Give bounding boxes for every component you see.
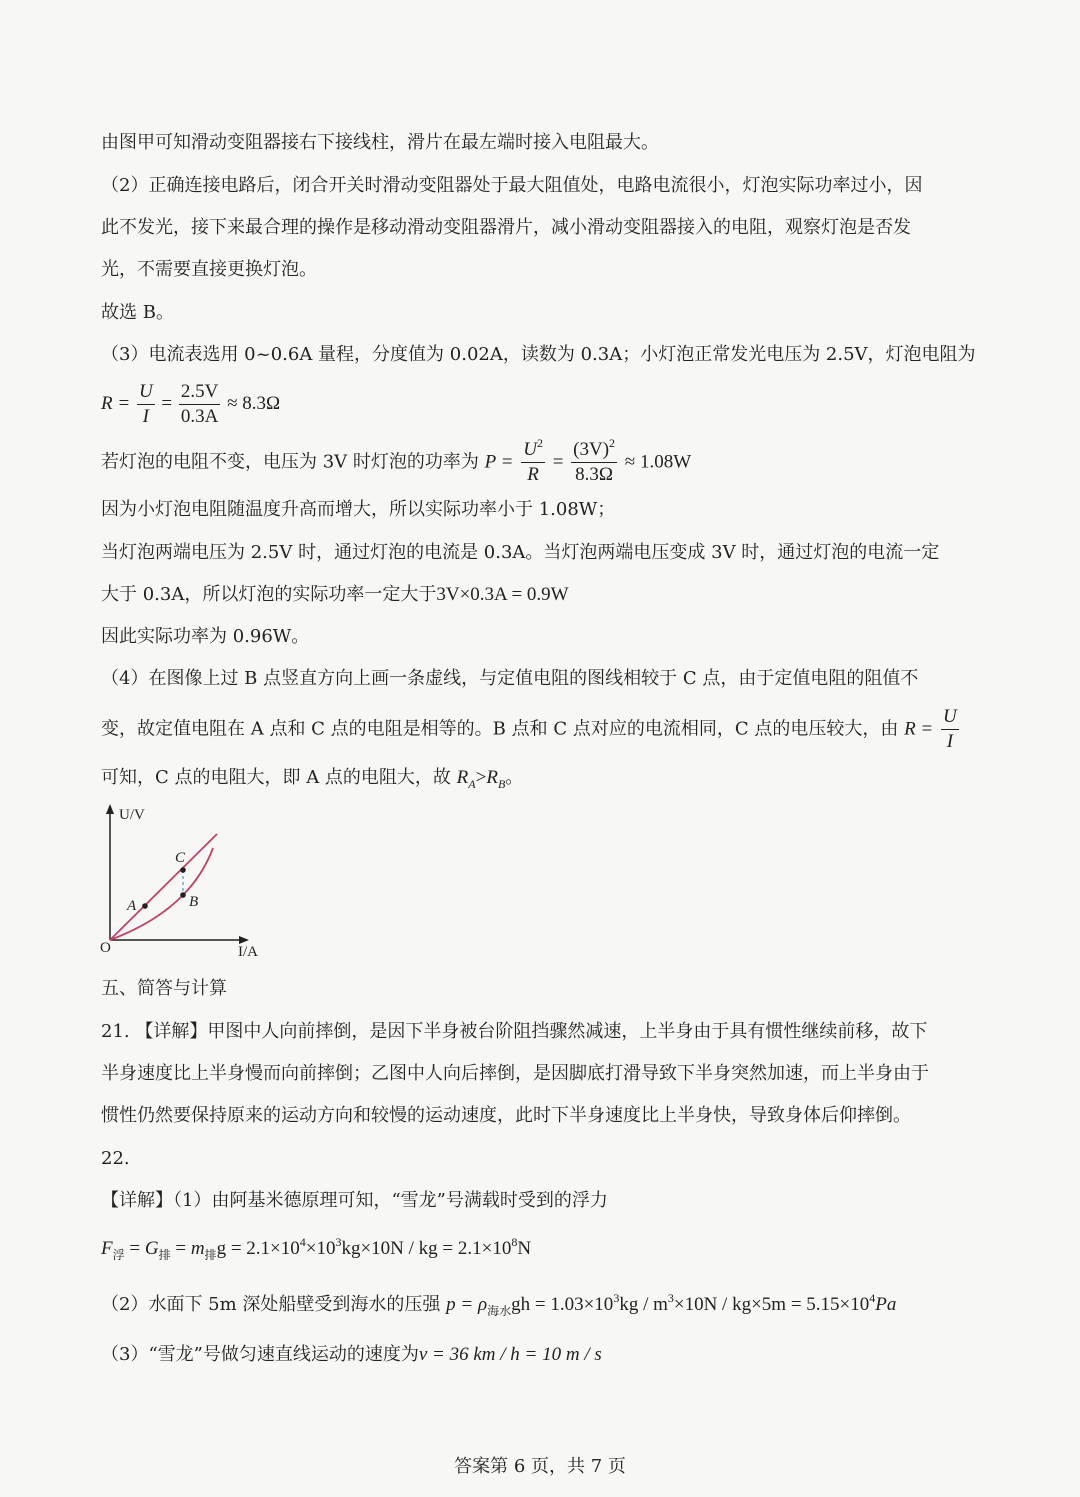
point-b [180, 892, 186, 898]
velocity-line: （3）“雪龙”号做匀速直线运动的速度为v = 36 km / h = 10 m / s [101, 1344, 602, 1365]
point-c-label: C [175, 850, 186, 866]
text-line: 惯性仍然要保持原来的运动方向和较慢的运动速度，此时下半身速度比上半身快，导致身体后仰摔倒。 [101, 1105, 911, 1126]
text-line: 大于 0.3A，所以灯泡的实际功率一定大于3V×0.3A = 0.9W [101, 584, 569, 605]
text-line: 21. 【详解】甲图中人向前摔倒，是因下半身被台阶阻挡骤然减速，上半身由于具有惯性继续前移，故下 [101, 1021, 928, 1042]
point-b-label: B [189, 894, 199, 910]
question-number: 22. [101, 1148, 130, 1169]
point-a-label: A [127, 898, 137, 914]
power-formula-line: 若灯泡的电阻不变，电压为 3V 时灯泡的功率为 P = $\frac{U^2}{R}$ = $\frac{(3V)^2}{8.3\Omega}$ ≈ 1.08W [101, 436, 692, 485]
text-line: 此不发光，接下来最合理的操作是移动滑动变阻器滑片，减小滑动变阻器接入的电阻，观察灯泡是否发 [101, 217, 911, 238]
text-line: 故选 B。 [101, 302, 174, 323]
y-axis-arrow-icon [106, 804, 114, 814]
text-line: （2）正确连接电路后，闭合开关时滑动变阻器处于最大阻值处，电路电流很小，灯泡实际功率过小，因 [101, 175, 923, 196]
fixed-resistor-line [110, 834, 217, 940]
page-footer: 答案第 6 页，共 7 页 [454, 1456, 626, 1477]
text-line: 因为小灯泡电阻随温度升高而增大，所以实际功率小于 1.08W； [101, 499, 616, 520]
text-line: 因此实际功率为 0.96W。 [101, 626, 310, 647]
text-line: 【详解】（1）由阿基米德原理可知，“雪龙”号满载时受到的浮力 [101, 1190, 608, 1211]
x-axis-arrow-icon [239, 936, 249, 944]
y-axis-label: U/V [119, 807, 145, 823]
text-line: 可知，C 点的电阻大，即 A 点的电阻大，故 $R_A>R_B$。 [101, 767, 524, 791]
point-c [180, 867, 186, 873]
text-line: （3）电流表选用 0~0.6A 量程，分度值为 0.02A，读数为 0.3A；小灯泡正常发光电压为 2.5V，灯泡电阻为 [101, 344, 976, 365]
pressure-line: （2）水面下 5m 深处船壁受到海水的压强 $p = \rho_{海水}gh = 1.03\times 10^3kg / m^3\times 10N / kg\times 5m = 5.15\times 10^4Pa$ [101, 1291, 897, 1318]
text-line: 半身速度比上半身慢而向前摔倒；乙图中人向后摔倒，是因脚底打滑导致下半身突然加速，而上半身由于 [101, 1063, 929, 1084]
ui-graph [95, 800, 270, 965]
x-axis-label: I/A [238, 944, 258, 960]
point-a [142, 903, 148, 909]
text-line: 光，不需要直接更换灯泡。 [101, 259, 317, 280]
section-heading: 五、简答与计算 [101, 978, 227, 999]
text-line: 由图甲可知滑动变阻器接右下接线柱，滑片在最左端时接入电阻最大。 [101, 132, 659, 153]
text-line: 当灯泡两端电压为 2.5V 时，通过灯泡的电流是 0.3A。当灯泡两端电压变成 3V 时，通过灯泡的电流一定 [101, 542, 940, 563]
origin-label: O [100, 940, 111, 956]
resistance-formula: R = $\frac{U}{I}$ = $\frac{2.5V}{0.3A}$ ≈ 8.3Ω [101, 381, 281, 427]
text-line: 变，故定值电阻在 A 点和 C 点的电阻是相等的。B 点和 C 点对应的电流相同，C 点的电压较大，由 R = $\frac{U}{I}$ [101, 706, 957, 752]
buoyancy-formula: $F_浮 = G_排 = m_排g = 2.1\times 10^4\times 10^3kg\times 10N$ / kg = $2.1\times 10^8N$ [101, 1235, 532, 1262]
text-line: （4）在图像上过 B 点竖直方向上画一条虚线，与定值电阻的图线相较于 C 点，由于定值电阻的阻值不 [101, 668, 919, 689]
